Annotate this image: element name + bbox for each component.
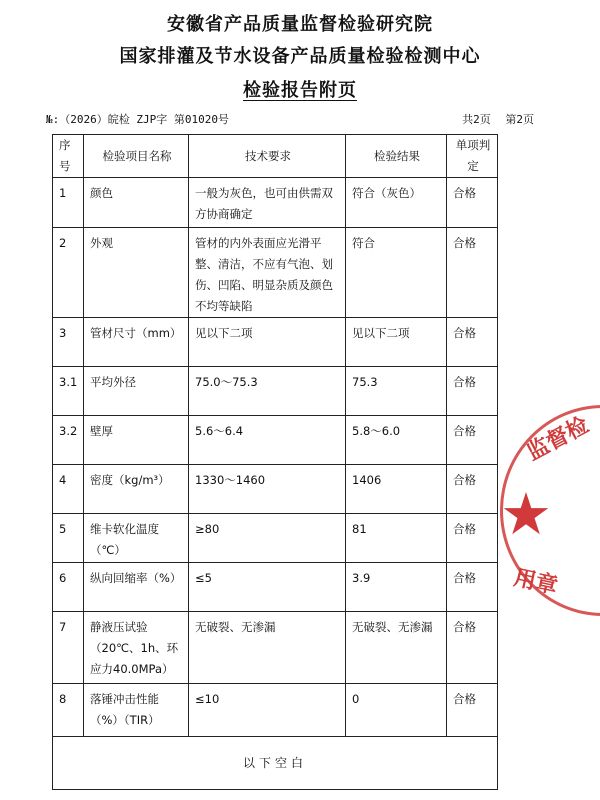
table-row [53, 318, 498, 367]
seal-bottom-text: 用章 [511, 565, 560, 600]
center-title: 国家排灌及节水设备产品质量检验检测中心 [119, 46, 481, 67]
row-verdict: 合格 [447, 318, 498, 367]
header-no: 序号 [53, 135, 84, 178]
row-verdict: 合格 [447, 228, 498, 318]
row-item: 壁厚 [84, 416, 189, 465]
row-no: 7 [53, 612, 84, 684]
row-requirement: 管材的内外表面应光滑平整、清洁，不应有气泡、划伤、凹陷、明显杂质及颜色不均等缺陷 [189, 228, 346, 318]
header-result: 检验结果 [346, 135, 447, 178]
table-row [53, 514, 498, 563]
row-requirement: 无破裂、无渗漏 [189, 612, 346, 684]
blank-note: 以下空白 [53, 737, 498, 790]
document-title: 检验报告附页 [243, 80, 357, 101]
row-requirement: 见以下二项 [189, 318, 346, 367]
row-result: 5.8～6.0 [346, 416, 447, 465]
row-requirement: 1330～1460 [189, 465, 346, 514]
row-no: 3.1 [53, 367, 84, 416]
row-verdict: 合格 [447, 612, 498, 684]
header-verdict: 单项判定 [447, 135, 498, 178]
row-no: 5 [53, 514, 84, 563]
page-info [454, 111, 534, 127]
row-verdict: 合格 [447, 416, 498, 465]
row-verdict: 合格 [447, 367, 498, 416]
row-verdict: 合格 [447, 465, 498, 514]
row-result: 0 [346, 684, 447, 737]
row-verdict: 合格 [447, 563, 498, 612]
row-result: 75.3 [346, 367, 447, 416]
row-result: 1406 [346, 465, 447, 514]
seal-star-icon: ★ [500, 480, 552, 548]
row-item: 静液压试验（20℃、1h、环应力40.0MPa） [84, 612, 189, 684]
row-item: 颜色 [84, 178, 189, 228]
row-result: 81 [346, 514, 447, 563]
blank-row [53, 737, 498, 790]
table-row [53, 684, 498, 737]
row-no: 6 [53, 563, 84, 612]
row-verdict: 合格 [447, 514, 498, 563]
row-result: 3.9 [346, 563, 447, 612]
seal-top-text: 监督检 [522, 412, 593, 466]
row-verdict: 合格 [447, 684, 498, 737]
row-requirement: ≤5 [189, 563, 346, 612]
row-requirement: 5.6～6.4 [189, 416, 346, 465]
total-pages: 共2页 [462, 113, 491, 126]
row-no: 1 [53, 178, 84, 228]
institute-title: 安徽省产品质量监督检验研究院 [167, 14, 433, 35]
row-no: 3.2 [53, 416, 84, 465]
table-header-row [53, 135, 498, 178]
table-row [53, 416, 498, 465]
table-row [53, 465, 498, 514]
row-result: 符合 [346, 228, 447, 318]
row-no: 8 [53, 684, 84, 737]
row-no: 3 [53, 318, 84, 367]
row-requirement: ≥80 [189, 514, 346, 563]
row-item: 管材尺寸（mm） [84, 318, 189, 367]
row-verdict: 合格 [447, 178, 498, 228]
row-item: 纵向回缩率（%） [84, 563, 189, 612]
table-row [53, 228, 498, 318]
table-row [53, 178, 498, 228]
header-requirement: 技术要求 [189, 135, 346, 178]
row-item: 外观 [84, 228, 189, 318]
header-item: 检验项目名称 [84, 135, 189, 178]
row-item: 密度（kg/m³） [84, 465, 189, 514]
row-requirement: ≤10 [189, 684, 346, 737]
table-row [53, 367, 498, 416]
row-no: 4 [53, 465, 84, 514]
row-requirement: 一般为灰色，也可由供需双方协商确定 [189, 178, 346, 228]
row-item: 平均外径 [84, 367, 189, 416]
row-item: 维卡软化温度（℃） [84, 514, 189, 563]
row-result: 符合（灰色） [346, 178, 447, 228]
report-number: №:（2026）皖检 ZJP字 第01020号 [46, 113, 229, 126]
row-item: 落锤冲击性能（%）（TIR） [84, 684, 189, 737]
row-result: 见以下二项 [346, 318, 447, 367]
current-page: 第2页 [505, 113, 534, 126]
table-row [53, 563, 498, 612]
row-result: 无破裂、无渗漏 [346, 612, 447, 684]
inspection-table [52, 134, 498, 790]
row-no: 2 [53, 228, 84, 318]
table-row [53, 612, 498, 684]
row-requirement: 75.0～75.3 [189, 367, 346, 416]
